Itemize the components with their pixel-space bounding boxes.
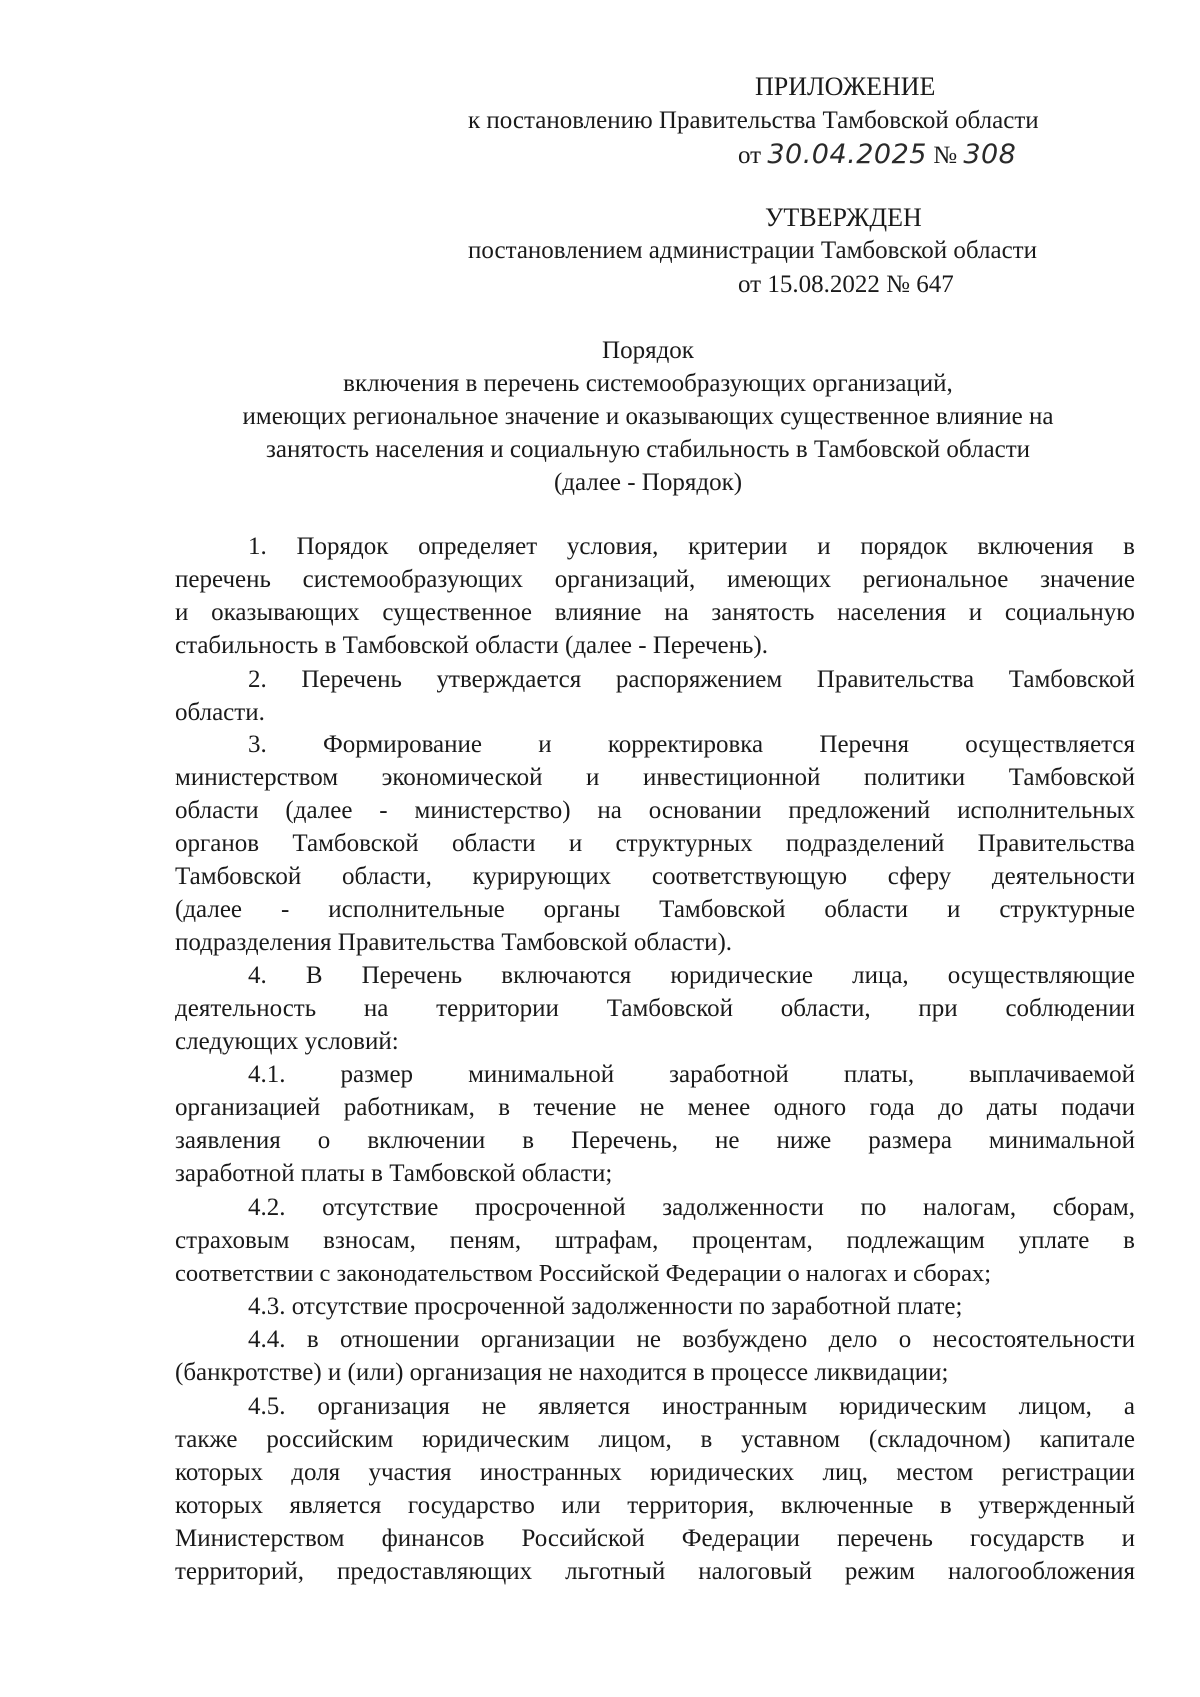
body-line: также российским юридическим лицом, в уставном (складочном) капитале xyxy=(175,1426,1135,1453)
body-line: подразделения Правительства Тамбовской области). xyxy=(175,929,733,956)
approved-by: постановлением администрации Тамбовской области xyxy=(468,237,1037,264)
body-line: 3. Формирование и корректировка Перечня осуществляется xyxy=(248,731,1135,758)
title-line-2: включения в перечень системообразующих организаций, xyxy=(343,370,953,397)
body-line: 4.2. отсутствие просроченной задолженности по налогам, сборам, xyxy=(248,1194,1135,1221)
title-line-1: Порядок xyxy=(602,337,694,364)
body-line: территорий, предоставляющих льготный налоговый режим налогообложения xyxy=(175,1558,1135,1585)
body-line: стабильность в Тамбовской области (далее - Перечень). xyxy=(175,632,768,659)
body-line: области (далее - министерство) на основании предложений исполнительных xyxy=(175,797,1135,824)
appendix-number-sign: № xyxy=(926,142,964,169)
body-line: которых доля участия иностранных юридических лиц, местом регистрации xyxy=(175,1459,1135,1486)
appendix-date-prefix: от xyxy=(738,142,768,169)
body-line: (банкротстве) и (или) организация не находится в процессе ликвидации; xyxy=(175,1359,949,1386)
body-line: страховым взносам, пеням, штрафам, процентам, подлежащим уплате в xyxy=(175,1227,1135,1254)
body-line: 2. Перечень утверждается распоряжением Правительства Тамбовской xyxy=(248,666,1135,693)
body-line: заявления о включении в Перечень, не ниже размера минимальной xyxy=(175,1127,1135,1154)
body-line: Министерством финансов Российской Федерации перечень государств и xyxy=(175,1525,1135,1552)
title-line-5: (далее - Порядок) xyxy=(553,469,743,496)
body-line: заработной платы в Тамбовской области; xyxy=(175,1160,613,1187)
body-line: Тамбовской области, курирующих соответствующую сферу деятельности xyxy=(175,863,1135,890)
handwritten-date: 30.04.2025 xyxy=(767,139,927,170)
body-line: 4. В Перечень включаются юридические лица, осуществляющие xyxy=(248,962,1135,989)
approved-date: от 15.08.2022 № 647 xyxy=(738,271,954,298)
appendix-title: ПРИЛОЖЕНИЕ xyxy=(755,72,936,101)
title-line-4: занятость населения и социальную стабильность в Тамбовской области xyxy=(265,436,1030,463)
body-line: области. xyxy=(175,699,265,726)
appendix-to: к постановлению Правительства Тамбовской области xyxy=(468,107,1039,134)
body-line: перечень системообразующих организаций, имеющих региональное значение xyxy=(175,566,1135,593)
body-line: министерством экономической и инвестиционной политики Тамбовской xyxy=(175,764,1135,791)
body-line: 4.5. организация не является иностранным юридическим лицом, а xyxy=(248,1393,1135,1420)
title-line-3: имеющих региональное значение и оказывающих существенное влияние на xyxy=(242,403,1054,430)
body-line: 4.1. размер минимальной заработной платы, выплачиваемой xyxy=(248,1061,1135,1088)
body-line: которых является государство или территория, включенные в утвержденный xyxy=(175,1492,1135,1519)
body-line: органов Тамбовской области и структурных подразделений Правительства xyxy=(175,830,1135,857)
appendix-date xyxy=(738,140,1016,171)
body-line: (далее - исполнительные органы Тамбовской области и структурные xyxy=(175,896,1135,923)
handwritten-number: 308 xyxy=(963,139,1017,170)
body-line: деятельность на территории Тамбовской области, при соблюдении xyxy=(175,995,1135,1022)
body-line: организацией работникам, в течение не менее одного года до даты подачи xyxy=(175,1094,1135,1121)
body-line: соответствии с законодательством Российской Федерации о налогах и сборах; xyxy=(175,1260,992,1287)
body-line: и оказывающих существенное влияние на занятость населения и социальную xyxy=(175,599,1135,626)
body-line: 4.4. в отношении организации не возбуждено дело о несостоятельности xyxy=(248,1326,1135,1353)
body-line: следующих условий: xyxy=(175,1028,399,1055)
approved-title: УТВЕРЖДЕН xyxy=(765,203,922,232)
body-line: 1. Порядок определяет условия, критерии и порядок включения в xyxy=(248,533,1135,560)
body-line: 4.3. отсутствие просроченной задолженности по заработной плате; xyxy=(248,1293,963,1320)
